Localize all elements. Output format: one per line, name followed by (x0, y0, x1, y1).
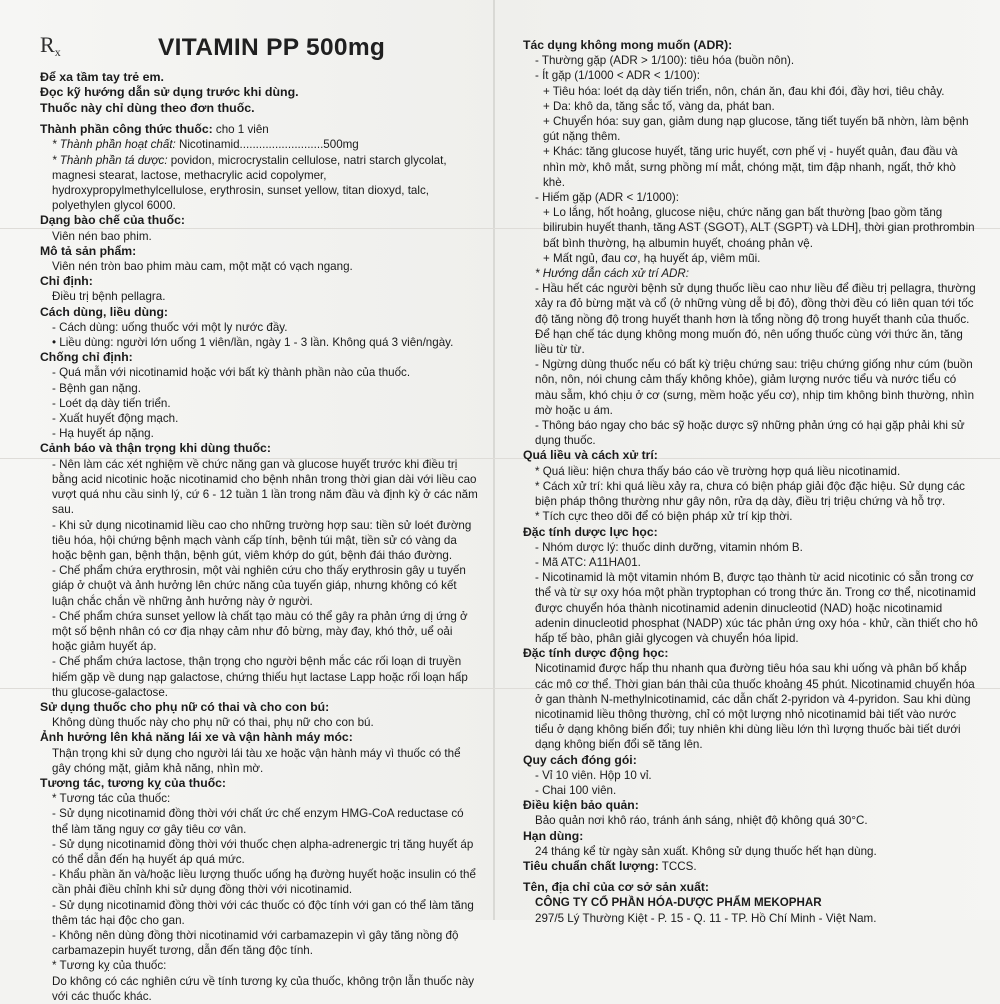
section-heading: Quá liều và cách xử trí: (523, 448, 658, 463)
fold-line (493, 0, 495, 920)
list-item: - Sử dụng nicotinamid đồng thời với chất ức chế enzym HMG-CoA reductase có thể làm tăng nguy cơ gây tiêu cơ vân. (52, 807, 464, 836)
section-text: TCCS. (658, 859, 697, 873)
list-item: + Mất ngủ, đau cơ, hạ huyết áp, viêm mũi. (543, 251, 761, 265)
list-item: - Sử dụng nicotinamid đồng thời với thuốc chẹn alpha-adrenergic trị tăng huyết áp có thể dẫn đến hạ huyết áp quá mức. (52, 837, 474, 866)
list-item: + Chuyển hóa: suy gan, giảm dung nạp glucose, tăng tiết tuyến bã nhờn, làm bệnh gút nặng thêm. (543, 115, 969, 144)
subheading: * Tương tác của thuốc: (52, 792, 171, 806)
section-heading: Chống chỉ định: (40, 350, 133, 365)
list-item: - Hầu hết các người bệnh sử dụng thuốc liều cao như liều để điều trị pellagra, thường xảy ra đỏ bừng mặt và cổ (ở những vùng dễ bị đỏ), đồng thời đều có liên quan tới tốc độ tăng nồng độ trong huyết thanh hơn là tổng nồng độ trong huyết thanh của thuốc. Để hạn chế tác dụng không mong muốn đó, nên uống thuốc cùng với thức ăn, tăng liều từ từ. (535, 282, 976, 357)
section-heading: Tiêu chuẩn chất lượng: (523, 858, 659, 873)
list-item: - Khi sử dụng nicotinamid liều cao cho những trường hợp sau: tiền sử loét đường tiêu hóa, hội chứng bệnh mạch vành cấp tính, bệnh túi mật, tiền sử có vàng da hoặc bệnh gan, bệnh thận, bệnh gút, viêm khớp do gút, bệnh đái tháo đường. (52, 518, 472, 562)
section-heading: Cảnh báo và thận trọng khi dùng thuốc: (40, 441, 271, 456)
section-text: Thận trọng khi sử dụng cho người lái tàu xe hoặc vận hành máy vì thuốc có thể gây chóng mặt, giảm khả năng, nhìn mờ. (52, 746, 461, 775)
list-item: * Tích cực theo dõi để có biện pháp xử trí kịp thời. (535, 510, 793, 524)
excipient-value: povidon, microcrystalin cellulose, natri starch glycolat, magnesi stearat, lactose, methacrylic acid copolymer, hydroxypropylmethylcellulose, erythrosin, sunset yellow, titan dioxyd, talc, polyethylen glycol 6000. (52, 153, 447, 213)
section-heading: Tác dụng không mong muốn (ADR): (523, 38, 733, 52)
active-label: * Thành phần hoạt chất: (52, 138, 176, 152)
list-item: - Ngừng dùng thuốc nếu có bất kỳ triệu chứng sau: triệu chứng giống như cúm (buồn nôn, nôn, nói chung cảm thấy không khỏe), giảm lượng nước tiểu và nước tiểu có màu sẫm, khó chịu ở cơ (sưng, mềm hoặc yếu cơ), nhịp tim không bình thường, nhìn mờ hoặc u ám. (535, 358, 975, 417)
rx-symbol: Rx (40, 32, 61, 59)
page-title: VITAMIN PP 500mg (158, 34, 386, 61)
subheading: * Tương kỵ của thuốc: (52, 959, 167, 973)
section-text: 24 tháng kể từ ngày sản xuất. Không sử dụng thuốc hết hạn dùng. (535, 844, 877, 858)
warning-line: Để xa tầm tay trẻ em. (40, 70, 164, 84)
subheading: * Hướng dẫn cách xử trí ADR: (535, 267, 690, 281)
section-text: Bảo quản nơi khô ráo, tránh ánh sáng, nhiệt độ không quá 30°C. (535, 814, 868, 828)
manufacturer-name: CÔNG TY CỔ PHẦN HÓA-DƯỢC PHẨM MEKOPHAR (535, 896, 822, 910)
excipient-label: * Thành phần tá dược: (52, 153, 168, 167)
composition-section (40, 122, 480, 213)
section-heading: Đặc tính dược lực học: (523, 524, 658, 539)
section-heading: Đặc tính dược động học: (523, 646, 669, 661)
list-item: - Chế phẩm chứa sunset yellow là chất tạo màu có thể gây ra phản ứng dị ứng ở một số bệnh nhân có cơ địa nhạy cảm như đỏ bừng, mày đay, khó thở, uể oải hoặc giảm huyết áp. (52, 609, 468, 654)
list-item: - Thường gặp (ADR > 1/100): tiêu hóa (buồn nôn). (535, 54, 795, 68)
list-item: - Thông báo ngay cho bác sỹ hoặc dược sỹ những phản ứng có hại gặp phải khi sử dụng thuốc. (535, 419, 965, 448)
section-text: Viên nén tròn bao phim màu cam, một mặt có vạch ngang. (52, 260, 353, 274)
section-heading: Cách dùng, liều dùng: (40, 304, 168, 319)
list-item: * Quá liều: hiện chưa thấy báo cáo về trường hợp quá liều nicotinamid. (535, 464, 901, 478)
list-item: - Nên làm các xét nghiệm về chức năng gan và glucose huyết trước khi điều trị bằng acid nicotinic hoặc nicotinamid cho bệnh nhân trong thời gian dài với liều cao vượt quá nhu cầu sinh lý, cứ 6 - 12 tuần 1 lần trong năm đầu và định kỳ ở các năm sau. (52, 457, 478, 517)
list-item: - Sử dụng nicotinamid đồng thời với các thuốc có độc tính với gan có thể làm tăng thêm tác hại độc cho gan. (52, 898, 474, 927)
section-heading-tail: cho 1 viên (212, 123, 269, 137)
list-item: - Nicotinamid là một vitamin nhóm B, được tạo thành từ acid nicotinic có sẵn trong cơ thể và từ sự oxy hóa một phần tryptophan có trong thức ăn. Trong cơ thể, nicotinamid được chuyển hóa thành nicotinamid adenin dinucleotid (NAD) hoặc nicotinamid adenin dinucleotid phosphat (NADP) xúc tác phản ứng oxy hóa - khử, cần thiết cho hô hấp tế bào, phân giải glycogen và chuyển hóa lipid. (535, 571, 978, 645)
list-item: - Chai 100 viên. (535, 783, 617, 797)
warning-line: Đọc kỹ hướng dẫn sử dụng trước khi dùng. (40, 85, 299, 100)
list-item: - Khẩu phần ăn và/hoặc liều lượng thuốc uống hạ đường huyết hoặc insulin có thể cần phải điều chỉnh khi sử dụng đồng thời với nicotinamid. (52, 868, 476, 897)
list-item: + Lo lắng, hốt hoảng, glucose niệu, chức năng gan bất thường [bao gồm tăng bilirubin huyết thanh, tăng AST (SGOT), ALT (SGPT) và LDH], thời gian prothrombin bất bình thường, hạ albumin huyết, choáng phản vệ. (543, 206, 975, 250)
section-heading: Mô tả sản phẩm: (40, 243, 137, 258)
list-item: - Ít gặp (1/1000 < ADR < 1/100): (535, 69, 700, 83)
active-value: Nicotinamid..........................500mg (175, 138, 359, 152)
warning-line: Thuốc này chỉ dùng theo đơn thuốc. (40, 100, 255, 115)
list-item: - Không nên dùng đồng thời nicotinamid với carbamazepin vì gây tăng nồng độ carbamazepin huyết tương, dẫn đến tăng độc tính. (52, 928, 459, 958)
list-item: - Hiếm gặp (ADR < 1/1000): (535, 191, 680, 205)
section-heading: Quy cách đóng gói: (523, 752, 637, 767)
section-heading: Thành phần công thức thuốc: (40, 122, 213, 137)
list-item: - Quá mẫn với nicotinamid hoặc với bất kỳ thành phần nào của thuốc. (52, 366, 411, 380)
right-column (523, 38, 978, 926)
section-heading: Dạng bào chế của thuốc: (40, 213, 185, 228)
section-heading: Tương tác, tương kỵ của thuốc: (40, 775, 226, 790)
list-item: * Cách xử trí: khi quá liều xảy ra, chưa có biện pháp giải độc đặc hiệu. Sử dụng các biện pháp thông thường như gây nôn, rửa dạ dày, điều trị triệu chứng và hỗ trợ. (535, 479, 965, 509)
section-text: Điều trị bệnh pellagra. (52, 290, 166, 304)
list-item: - Mã ATC: A11HA01. (535, 555, 641, 569)
list-item: - Bệnh gan nặng. (52, 381, 141, 395)
section-heading: Ảnh hưởng lên khả năng lái xe và vận hành máy móc: (40, 730, 353, 745)
list-item: - Loét dạ dày tiến triển. (52, 396, 171, 410)
section-heading: Tên, địa chỉ của cơ sở sản xuất: (523, 880, 709, 895)
section-text: Do không có các nghiên cứu về tính tương kỵ của thuốc, không trộn lẫn thuốc này với các thuốc khác. (52, 974, 475, 1003)
section-text: Nicotinamid được hấp thu nhanh qua đường tiêu hóa sau khi uống và phân bố khắp các mô cơ thể. Thời gian bán thải của thuốc khoảng 45 phút. Nicotinamid chuyển hóa ở gan thành N-methylnicotinamid, các dẫn chất 2-pyridon và 4-pyridon. Sau khi dùng nicotinamid liều thông thường, chỉ có một lượng nhỏ nicotinamid bài tiết vào nước tiểu ở dạng không biến đổi; tuy nhiên khi dùng liều lớn thì lượng thuốc bài tiết dưới dạng không biến đổi sẽ tăng lên. (535, 662, 975, 752)
list-item: + Da: khô da, tăng sắc tố, vàng da, phát ban. (543, 99, 775, 113)
section-text: Không dùng thuốc này cho phụ nữ có thai, phụ nữ cho con bú. (52, 716, 374, 730)
list-item: + Khác: tăng glucose huyết, tăng uric huyết, cơn phế vị - huyết quản, đau đầu và nhìn mờ, khô mắt, sưng phồng mí mắt, chóng mặt, tim đập nhanh, ngất, thở khò khè. (543, 145, 958, 189)
section-heading: Chỉ định: (40, 274, 93, 289)
left-column (40, 70, 480, 1004)
list-item: - Chế phẩm chứa lactose, thận trọng cho người bệnh mắc các rối loạn di truyền hiếm gặp về dung nạp galactose, chứng thiếu hụt lactase Lapp hoặc rối loạn hấp thu glucose-galactose. (52, 655, 468, 699)
warning-list (40, 70, 480, 116)
list-item: + Tiêu hóa: loét dạ dày tiến triển, nôn, chán ăn, đau khi đói, đầy hơi, tiêu chảy. (543, 84, 945, 98)
manufacturer-address: 297/5 Lý Thường Kiệt - P. 15 - Q. 11 - TP. Hồ Chí Minh - Việt Nam. (535, 911, 877, 925)
list-item: - Cách dùng: uống thuốc với một ly nước đầy. (52, 320, 288, 334)
list-item: - Chế phẩm chứa erythrosin, một vài nghiên cứu cho thấy erythrosin gây u tuyến giáp ở chuột và ảnh hưởng lên chức năng của tuyến giáp, nhưng không có kết luận chắc chắn về những ảnh hưởng này ở người. (52, 564, 466, 608)
list-item: - Xuất huyết động mạch. (52, 412, 179, 426)
section-text: Viên nén bao phim. (52, 229, 152, 243)
section-heading: Điều kiện bảo quản: (523, 798, 639, 813)
list-item: - Vỉ 10 viên. Hộp 10 vỉ. (535, 768, 652, 782)
section-heading: Sử dụng thuốc cho phụ nữ có thai và cho con bú: (40, 699, 330, 714)
list-item: • Liều dùng: người lớn uống 1 viên/lần, ngày 1 - 3 lần. Không quá 3 viên/ngày. (52, 336, 454, 350)
section-heading: Hạn dùng: (523, 828, 584, 843)
list-item: - Hạ huyết áp nặng. (52, 427, 154, 441)
list-item: - Nhóm dược lý: thuốc dinh dưỡng, vitamin nhóm B. (535, 540, 803, 554)
